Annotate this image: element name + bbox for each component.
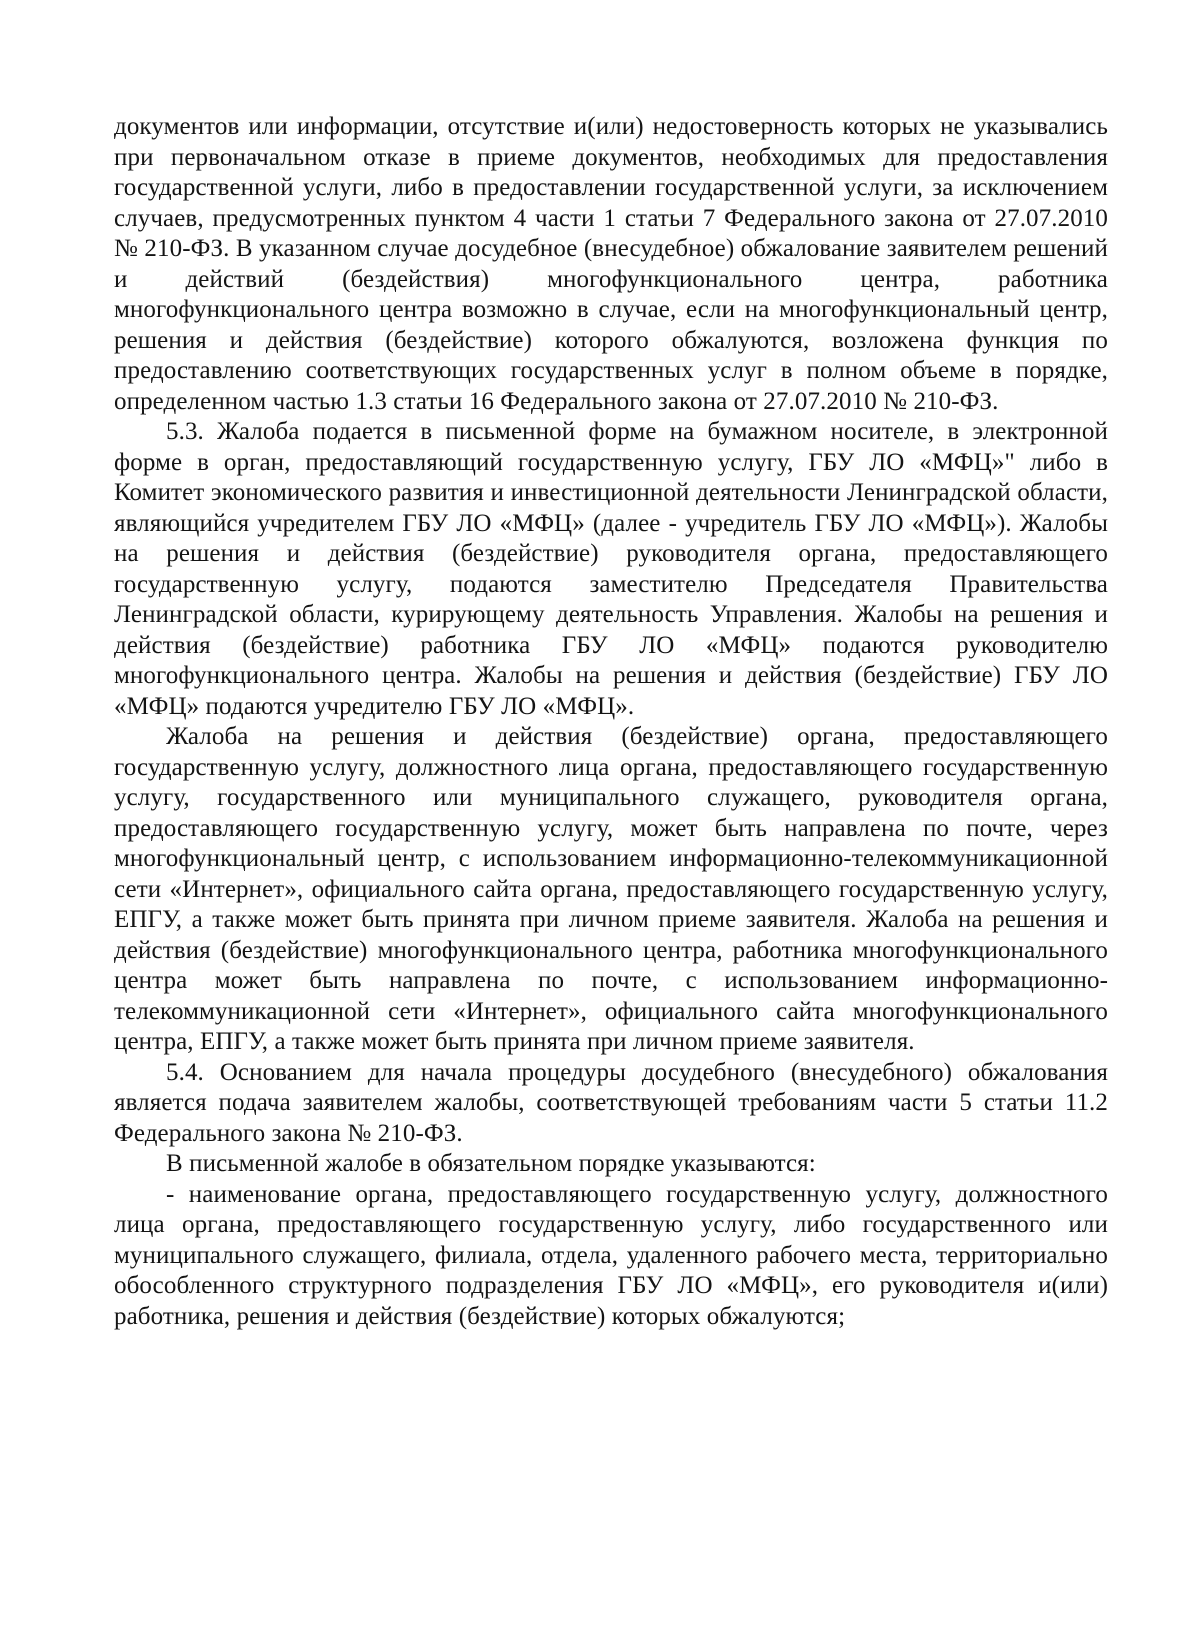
document-page <box>114 112 1108 1332</box>
paragraph-complaint-channels: Жалоба на решения и действия (бездействие) органа, предоставляющего государственную услугу, должностного лица органа, предоставляющего государственную услугу, государственного или муниципального служащего, руководителя органа, предоставляющего государственную услугу, может быть направлена по почте, через многофункциональный центр, с использованием информационно-телекоммуникационной сети «Интернет», официального сайта органа, предоставляющего государственную услугу, ЕПГУ, а также может быть принята при личном приеме заявителя. Жалоба на решения и действия (бездействие) многофункционального центра, работника многофункционального центра может быть направлена по почте, с использованием информационно-телекоммуникационной сети «Интернет», официального сайта многофункционального центра, ЕПГУ, а также может быть принята при личном приеме заявителя. <box>114 723 1108 1055</box>
paragraph-5-3: 5.3. Жалоба подается в письменной форме на бумажном носителе, в электронной форме в орган, предоставляющий государственную услугу, ГБУ ЛО «МФЦ»" либо в Комитет экономического развития и инвестиционной деятельности Ленинградской области, являющийся учредителем ГБУ ЛО «МФЦ» (далее - учредитель ГБУ ЛО «МФЦ»). Жалобы на решения и действия (бездействие) руководителя органа, предоставляющего государственную услугу, подаются заместителю Председателя Правительства Ленинградской области, курирующему деятельность Управления. Жалобы на решения и действия (бездействие) работника ГБУ ЛО «МФЦ» подаются руководителю многофункционального центра. Жалобы на решения и действия (бездействие) ГБУ ЛО «МФЦ» подаются учредителю ГБУ ЛО «МФЦ». <box>114 418 1108 720</box>
paragraph-continuation: документов или информации, отсутствие и(или) недостоверность которых не указывались при первоначальном отказе в приеме документов, необходимых для предоставления государственной услуги, либо в предоставлении государственной услуги, за исключением случаев, предусмотренных пунктом 4 части 1 статьи 7 Федерального закона от 27.07.2010 № 210-ФЗ. В указанном случае досудебное (внесудебное) обжалование заявителем решений и действий (бездействия) многофункционального центра, работника многофункционального центра возможно в случае, если на многофункциональный центр, решения и действия (бездействие) которого обжалуются, возложена функция по предоставлению соответствующих государственных услуг в полном объеме в порядке, определенном частью 1.3 статьи 16 Федерального закона от 27.07.2010 № 210-ФЗ. <box>114 113 1108 415</box>
list-item-organ-name: - наименование органа, предоставляющего государственную услугу, должностного лица органа, предоставляющего государственную услугу, либо государственного или муниципального служащего, филиала, отдела, удаленного рабочего места, территориально обособленного структурного подразделения ГБУ ЛО «МФЦ», его руководителя и(или) работника, решения и действия (бездействие) которых обжалуются; <box>114 1180 1108 1330</box>
paragraph-5-4: 5.4. Основанием для начала процедуры досудебного (внесудебного) обжалования является подача заявителем жалобы, соответствующей требованиям части 5 статьи 11.2 Федерального закона № 210-ФЗ. <box>114 1058 1108 1147</box>
paragraph-written-complaint-intro: В письменной жалобе в обязательном порядке указываются: <box>166 1150 816 1177</box>
